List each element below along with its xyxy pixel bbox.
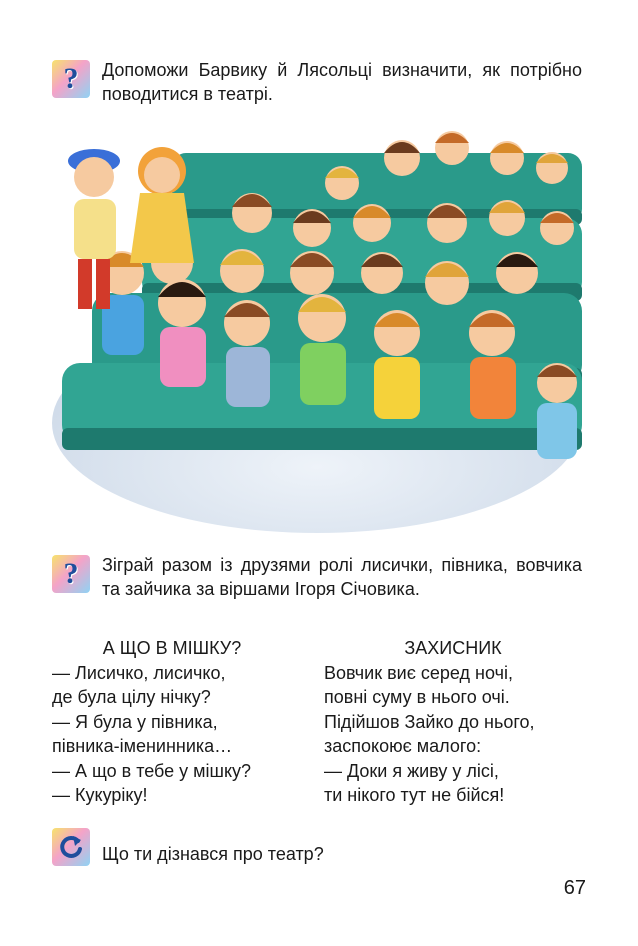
- poem-line: ти нікого тут не бійся!: [324, 785, 505, 805]
- task-2: [52, 553, 582, 601]
- poem-line: Підійшов Зайко до нього,: [324, 711, 535, 732]
- poem-a-shcho-v-mishku: [52, 636, 292, 808]
- poem-line: де була цілу нічку?: [52, 687, 211, 707]
- poem-line: — А що в тебе у мішку?: [52, 760, 252, 781]
- poem-title: А ЩО В МІШКУ?: [102, 638, 242, 658]
- poem-line: — Лисичко, лисичко,: [52, 662, 226, 683]
- poem-title: ЗАХИСНИК: [404, 638, 502, 658]
- task-2-text: Зіграй разом із друзями ролі лисички, півника, вовчика та зайчика за віршами Ігоря Січовика.: [102, 555, 582, 599]
- theatre-audience-illustration: [52, 123, 582, 533]
- poem-line: повні суму в нього очі.: [324, 687, 510, 707]
- poem-line: Вовчик виє серед ночі,: [324, 662, 513, 683]
- task-3-text: Що ти дізнався про театр?: [102, 844, 324, 864]
- character-lyasolka: [130, 147, 194, 263]
- poem-line: півника-іменинника…: [52, 736, 233, 756]
- task-1-text: Допоможи Барвику й Лясольці визначити, як потрібно поводитися в театрі.: [102, 60, 582, 104]
- page-number: 67: [563, 877, 586, 899]
- poem-line: заспокоює малого:: [324, 736, 482, 756]
- poem-zakhysnyk: [324, 636, 582, 808]
- poem-line: — Я була у півника,: [52, 711, 218, 732]
- poem-line: — Кукуріку!: [52, 785, 148, 805]
- question-icon: ?: [52, 60, 90, 98]
- task-1: [52, 58, 582, 106]
- poem-line: — Доки я живу у лісі,: [324, 760, 499, 781]
- question-icon: ?: [52, 555, 90, 593]
- repeat-arrow-icon: [52, 828, 90, 866]
- task-3: [52, 826, 582, 866]
- repeat-arrow-icon-svg: [56, 832, 86, 862]
